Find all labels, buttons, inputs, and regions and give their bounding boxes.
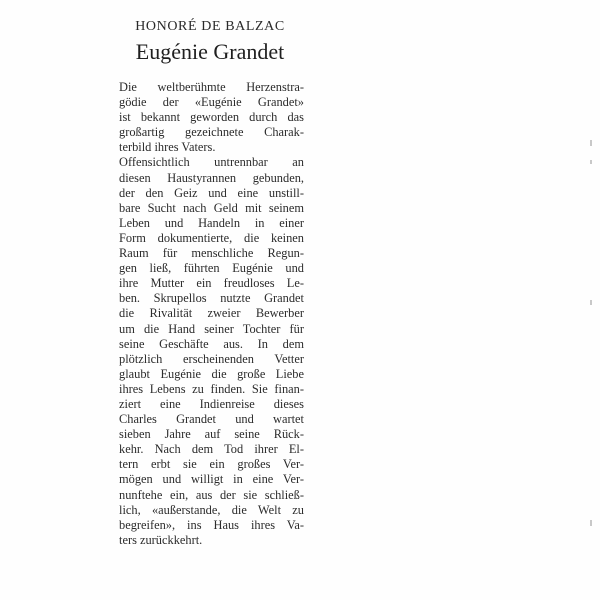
text-line: terbild ihres Vaters. [119, 140, 216, 155]
text-line: begreifen», ins Haus ihres Va- [119, 517, 304, 532]
text-line: plötzlich erscheinenden Vetter [119, 351, 304, 366]
page-edge-mark [590, 160, 592, 164]
text-line: ben. Skrupellos nutzte Grandet [119, 291, 304, 306]
book-header [110, 18, 310, 66]
text-line: Die weltberühmte Herzenstra- [119, 80, 304, 94]
page-edge-mark [590, 300, 592, 305]
text-line: Leben und Handeln in einer [119, 215, 304, 230]
text-line: Form dokumentierte, die keinen [119, 230, 304, 245]
text-line: Offensichtlich untrennbar an [119, 155, 304, 170]
page-edge-mark [590, 520, 592, 526]
text-line: diesen Haustyrannen gebunden, [119, 170, 304, 185]
text-line: sieben Jahre auf seine Rück- [119, 427, 304, 442]
text-line: bare Sucht nach Geld mit seinem [119, 200, 304, 215]
text-line: ist bekannt geworden durch das [119, 110, 304, 125]
text-line: ters zurückkehrt. [119, 532, 203, 547]
text-line: mögen und willigt in eine Ver- [119, 472, 304, 487]
paragraph-2 [119, 155, 304, 547]
text-line: die Rivalität zweier Bewerber [119, 306, 304, 321]
text-line: seine Geschäfte aus. In dem [119, 336, 304, 351]
text-line: glaubt Eugénie die große Liebe [119, 366, 304, 381]
text-line: lich, «außerstande, die Welt zu [119, 502, 304, 517]
text-line: um die Hand seiner Tochter für [119, 321, 304, 336]
text-line: ihres Lebens zu finden. Sie finan- [119, 381, 304, 396]
text-line: großartig gezeichnete Charak- [119, 125, 304, 140]
blurb-text [119, 80, 304, 548]
text-line: Raum für menschliche Regun- [119, 246, 304, 261]
text-line: gen ließ, führten Eugénie und [119, 261, 304, 276]
paragraph-1 [119, 80, 304, 155]
text-line: der den Geiz und eine unstill- [119, 185, 304, 200]
text-line: ziert eine Indienreise dieses [119, 396, 304, 411]
page-edge-mark [590, 140, 592, 146]
text-line: ihre Mutter ein freudloses Le- [119, 276, 304, 291]
text-line: tern erbt sie ein großes Ver- [119, 457, 304, 472]
text-line: kehr. Nach dem Tod ihrer El- [119, 442, 304, 457]
text-line: Charles Grandet und wartet [119, 412, 304, 427]
text-line: gödie der «Eugénie Grandet» [119, 95, 304, 110]
text-line: nunftehe ein, aus der sie schließ- [119, 487, 304, 502]
book-title: Eugénie Grandet [135, 39, 285, 64]
author-name: HONORÉ DE BALZAC [135, 19, 285, 34]
